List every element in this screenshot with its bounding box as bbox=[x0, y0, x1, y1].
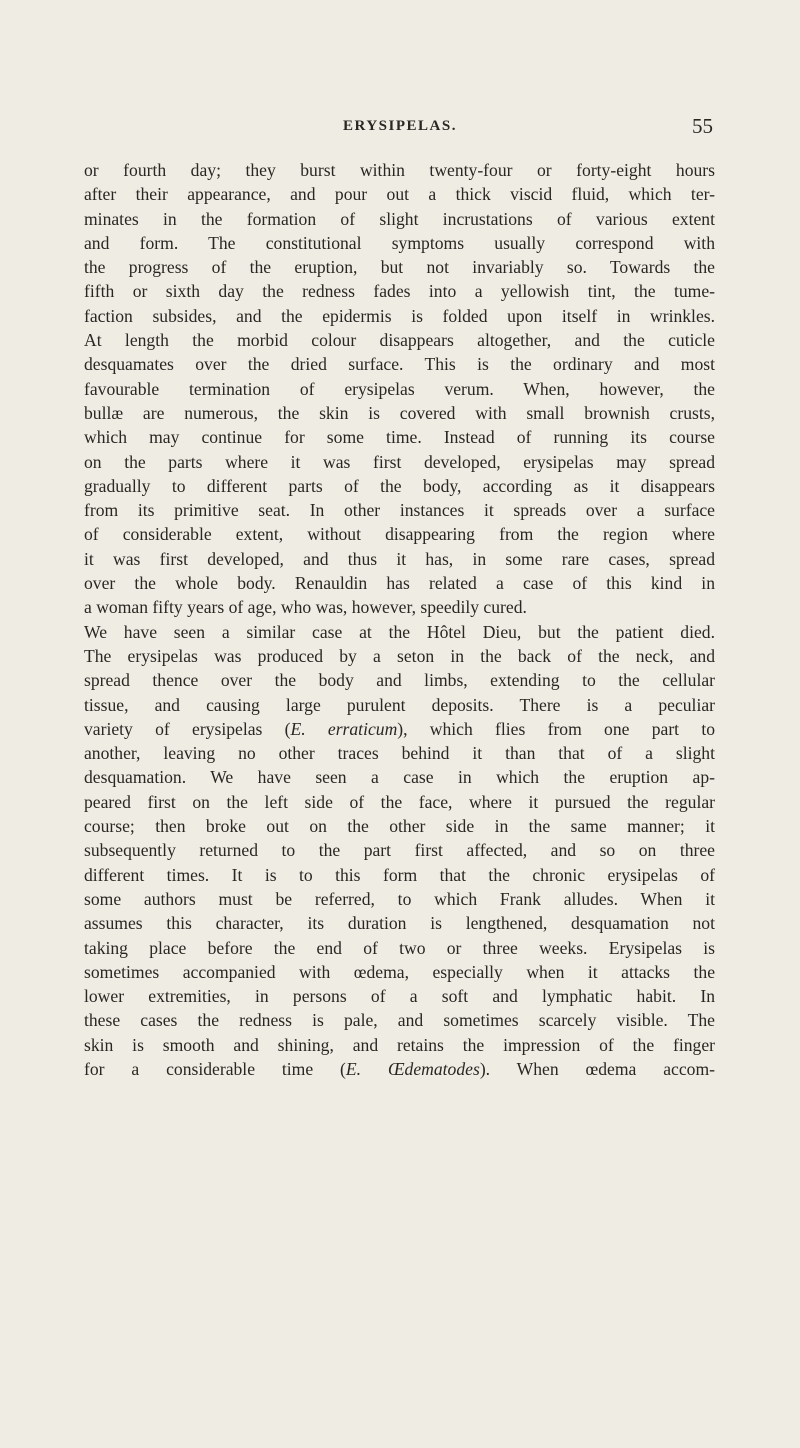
text-line: At length the morbid colour disappears altogether, and the cuticle bbox=[84, 330, 715, 351]
text-line: favourable termination of erysipelas verum. When, however, the bbox=[84, 378, 715, 399]
text-line: some authors must be referred, to which Frank alludes. When it bbox=[84, 888, 715, 909]
text-line: sometimes accompanied with œdema, especially when it attacks the bbox=[84, 961, 715, 982]
text-line: for a considerable time (E. Œdematodes). When œdema accom- bbox=[84, 1058, 715, 1079]
text-line: taking place before the end of two or three weeks. Erysipelas is bbox=[84, 937, 715, 958]
text-line: desquamates over the dried surface. This is the ordinary and most bbox=[84, 354, 715, 375]
text-line: tissue, and causing large purulent deposits. There is a peculiar bbox=[84, 694, 715, 715]
text-line: We have seen a similar case at the Hôtel Dieu, but the patient died. bbox=[84, 621, 715, 642]
text-line: of considerable extent, without disappearing from the region where bbox=[84, 524, 715, 545]
running-head bbox=[0, 112, 800, 142]
text-line: assumes this character, its duration is lengthened, desquamation not bbox=[84, 913, 715, 934]
text-line: minates in the formation of slight incrustations of various extent bbox=[84, 208, 715, 229]
text-line: bullæ are numerous, the skin is covered with small brownish crusts, bbox=[84, 402, 715, 423]
text-line: lower extremities, in persons of a soft and lymphatic habit. In bbox=[84, 986, 715, 1007]
text-line: and form. The constitutional symptoms usually correspond with bbox=[84, 232, 715, 253]
latin-term: E. Œdematodes bbox=[345, 1058, 480, 1079]
text-line: from its primitive seat. In other instances it spreads over a surface bbox=[84, 500, 715, 521]
text-line: after their appearance, and pour out a thick viscid fluid, which ter- bbox=[84, 184, 715, 205]
running-title: ERYSIPELAS. bbox=[343, 118, 457, 134]
text-line: skin is smooth and shining, and retains the impression of the finger bbox=[84, 1034, 715, 1055]
text-line: peared first on the left side of the face, where it pursued the regular bbox=[84, 791, 715, 812]
text-line: fifth or sixth day the redness fades into a yellowish tint, the tume- bbox=[84, 281, 715, 302]
text-line: or fourth day; they burst within twenty-four or forty-eight hours bbox=[84, 160, 715, 180]
text-line: gradually to different parts of the body, according as it disappears bbox=[84, 475, 715, 496]
text-line: the progress of the eruption, but not invariably so. Towards the bbox=[84, 257, 715, 278]
page-number: 55 bbox=[692, 114, 713, 138]
text-line: desquamation. We have seen a case in which the eruption ap- bbox=[84, 767, 715, 788]
body-text bbox=[84, 158, 715, 1081]
text-line: another, leaving no other traces behind it than that of a slight bbox=[84, 743, 715, 764]
latin-term: E. erraticum bbox=[290, 718, 398, 739]
text-line: on the parts where it was first developed, erysipelas may spread bbox=[84, 451, 715, 472]
text-line: which may continue for some time. Instead of running its course bbox=[84, 427, 715, 448]
text-line: subsequently returned to the part first affected, and so on three bbox=[84, 840, 715, 861]
text-line: spread thence over the body and limbs, extending to the cellular bbox=[84, 670, 715, 691]
text-line: faction subsides, and the epidermis is folded upon itself in wrinkles. bbox=[84, 305, 715, 326]
text-line: it was first developed, and thus it has, in some rare cases, spread bbox=[84, 548, 715, 569]
text-line: The erysipelas was produced by a seton in the back of the neck, and bbox=[84, 645, 715, 666]
text-line: a woman fifty years of age, who was, however, speedily cured. bbox=[84, 597, 527, 618]
text-line: over the whole body. Renauldin has related a case of this kind in bbox=[84, 573, 715, 594]
text-line: course; then broke out on the other side in the same manner; it bbox=[84, 816, 715, 837]
text-line: different times. It is to this form that the chronic erysipelas of bbox=[84, 864, 715, 885]
text-line: these cases the redness is pale, and sometimes scarcely visible. The bbox=[84, 1010, 715, 1031]
text-line: variety of erysipelas (E. erraticum), which flies from one part to bbox=[84, 718, 715, 739]
